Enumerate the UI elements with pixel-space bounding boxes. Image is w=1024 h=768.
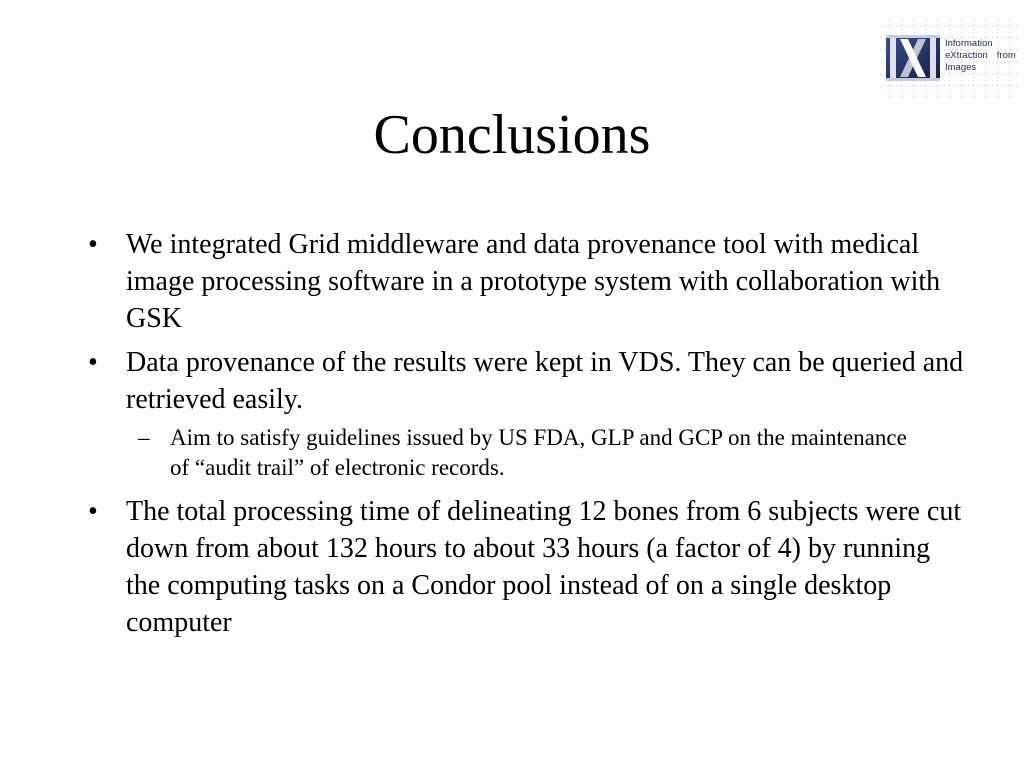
bullet-text: The total processing time of delineating 12 bones from 6 subjects were cut down from about 132 hours to about 33 hours (a factor of 4) by running the computing tasks on a Condor pool instead of on a single desktop computer (126, 496, 962, 638)
logo-line-2 (945, 50, 1016, 62)
bullet-text: We integrated Grid middleware and data provenance tool with medical image processing software in a prototype system with collaboration with GSK (126, 229, 941, 334)
ixi-logo-icon (886, 35, 940, 81)
bullet-item-1 (88, 226, 968, 337)
bullet-item-2 (88, 344, 968, 418)
bullet-list (88, 226, 968, 648)
sub-bullet-text: Aim to satisfy guidelines issued by US FDA, GLP and GCP on the maintenance of “audit trail” of electronic records. (170, 425, 907, 480)
logo-line-1: Information (945, 38, 993, 49)
logo-text (945, 38, 1016, 74)
logo-line-2-word-1: eXtraction (945, 50, 988, 61)
bullet-marker: • (88, 229, 98, 260)
logo-line-2-word-2: from (996, 50, 1016, 61)
logo (880, 20, 1018, 98)
bullet-text: Data provenance of the results were kept in VDS. They can be queried and retrieved easily. (126, 347, 964, 415)
sub-bullet-marker: – (138, 425, 150, 450)
slide-title: Conclusions (373, 104, 651, 166)
logo-line-3: Images (945, 62, 977, 73)
bullet-marker: • (88, 347, 98, 378)
bullet-marker: • (88, 496, 98, 527)
bullet-item-3 (88, 493, 968, 641)
sub-bullet-item (138, 423, 930, 483)
